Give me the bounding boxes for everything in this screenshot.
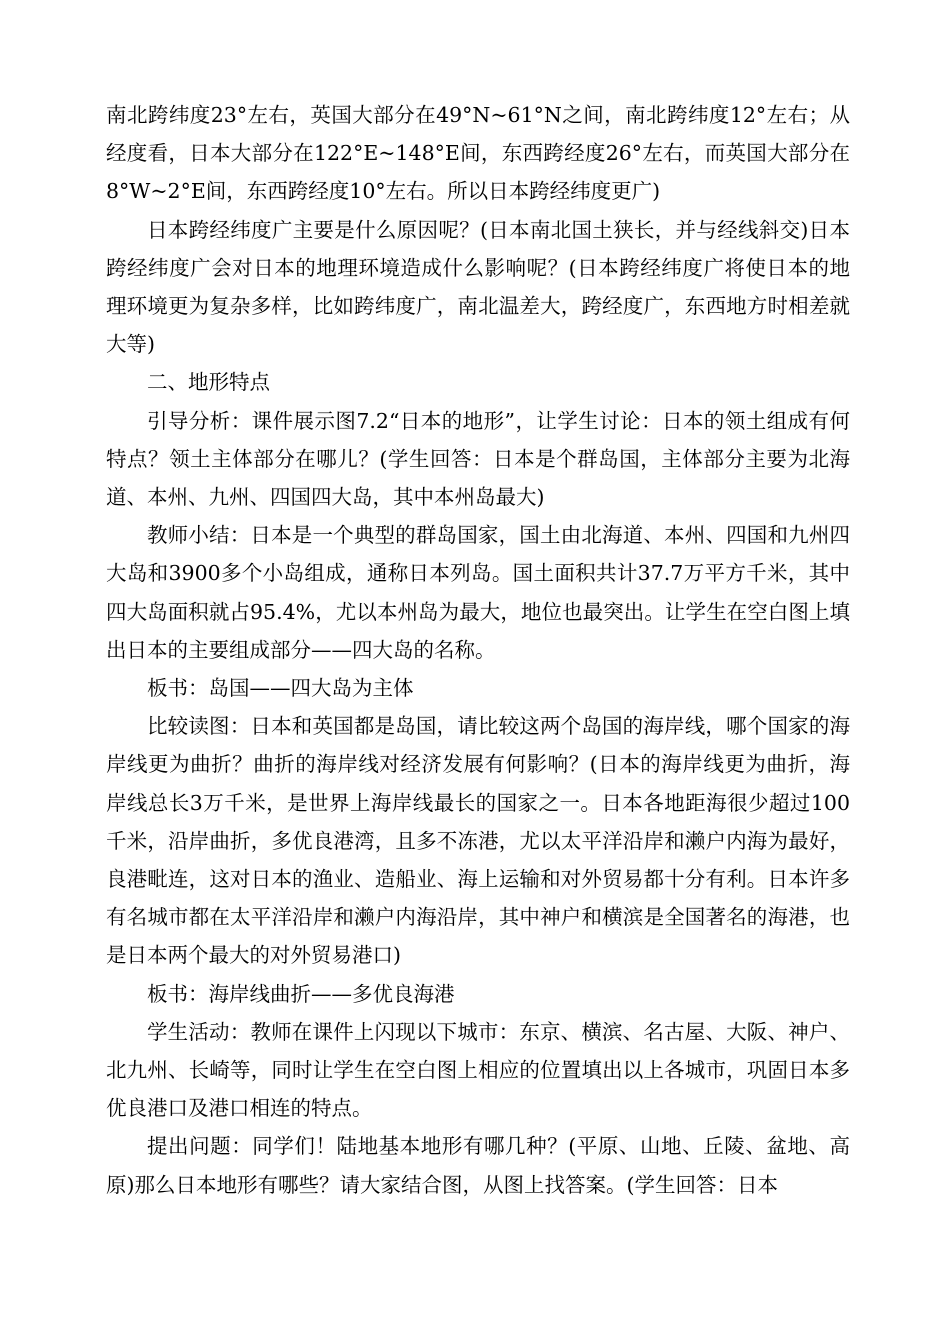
paragraph-compare-map-reading: 比较读图：日本和英国都是岛国，请比较这两个岛国的海岸线，哪个国家的海岸线更为曲折？曲折的海岸线对经济发展有何影响？(日本的海岸线更为曲折，海岸线总长3万千米，是世界上海岸线最长的国家之一。日本各地距海很少超过100千米，沿岸曲折，多优良港湾，且多不冻港，尤以太平洋沿岸和濑户内海为最好，良港毗连，这对日本的渔业、造船业、海上运输和对外贸易都十分有利。日本许多有名城市都在太平洋沿岸和濑户内海沿岸，其中神户和横滨是全国著名的海港，也是日本两个最大的对外贸易港口) (106, 714, 850, 968)
paragraph-latitude-longitude-comparison: 南北跨纬度23°左右，英国大部分在49°N~61°N之间，南北跨纬度12°左右；从经度看，日本大部分在122°E~148°E间，东西跨经度26°左右，而英国大部分在8°W~2°E间，东西跨经度10°左右。所以日本跨经纬度更广) (106, 103, 850, 204)
paragraph-student-activity: 学生活动：教师在课件上闪现以下城市：东京、横滨、名古屋、大阪、神户、北九州、长崎等，同时让学生在空白图上相应的位置填出以上各城市，巩固日本多优良港口及港口相连的特点。 (106, 1019, 850, 1121)
blackboard-note-island-country: 板书：岛国——四大岛为主体 (147, 676, 414, 701)
blackboard-note-coastline: 板书：海岸线曲折——多优良海港 (147, 981, 455, 1006)
paragraph-question-landforms: 提出问题：同学们！陆地基本地形有哪几种？(平原、山地、丘陵、盆地、高原)那么日本地形有哪些？请大家结合图，从图上找答案。(学生回答：日本 (106, 1134, 850, 1197)
paragraph-teacher-summary: 教师小结：日本是一个典型的群岛国家，国土由北海道、本州、四国和九州四大岛和3900多个小岛组成，通称日本列岛。国土面积共计37.7万平方千米，其中四大岛面积就占95.4%，尤以本州岛为最大，地位也最突出。让学生在空白图上填出日本的主要组成部分——四大岛的名称。 (106, 523, 850, 662)
document-body (106, 96, 850, 1204)
paragraph-reason-and-influence: 日本跨经纬度广主要是什么原因呢？(日本南北国土狭长，并与经线斜交)日本跨经纬度广会对日本的地理环境造成什么影响呢？(日本跨经纬度广将使日本的地理环境更为复杂多样，比如跨纬度广，南北温差大，跨经度广，东西地方时相差就大等) (106, 217, 850, 357)
paragraph-guided-analysis: 引导分析：课件展示图7.2“日本的地形”，让学生讨论：日本的领土组成有何特点？领土主体部分在哪儿？(学生回答：日本是个群岛国，主体部分主要为北海道、本州、九州、四国四大岛，其中本州岛最大) (106, 408, 850, 510)
section-heading-terrain: 二、地形特点 (147, 370, 270, 395)
